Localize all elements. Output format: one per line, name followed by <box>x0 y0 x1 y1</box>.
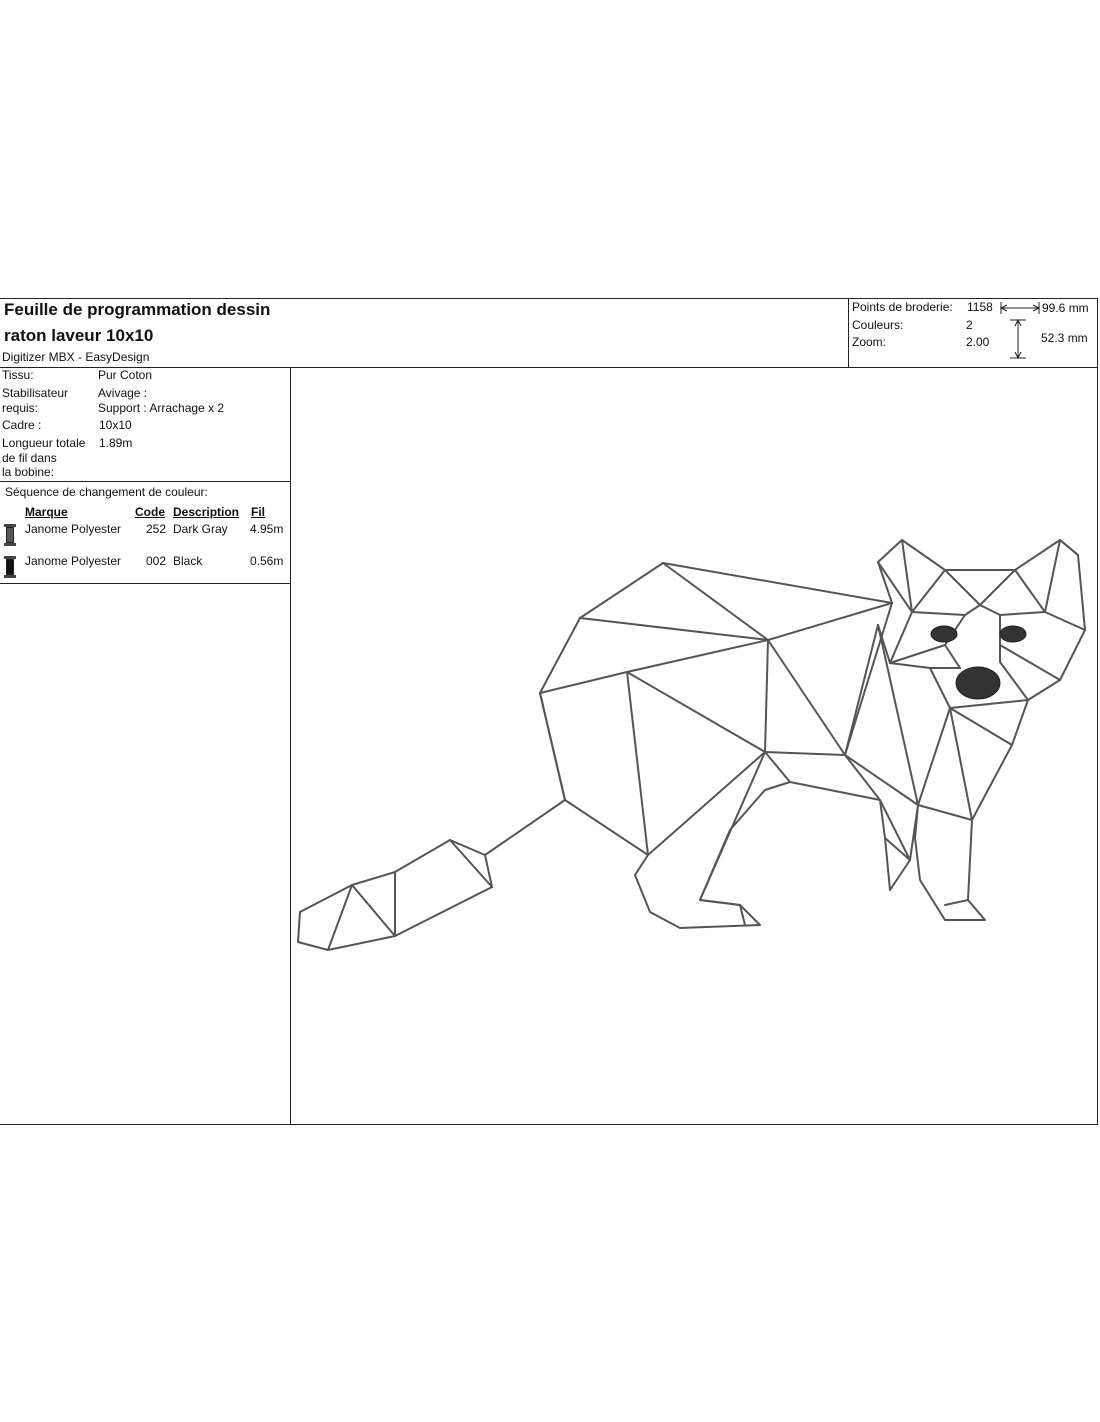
sequence-heading: Séquence de changement de couleur: <box>5 485 208 499</box>
title-line-2: raton laveur 10x10 <box>4 326 154 345</box>
thread-spool-icon <box>4 556 16 578</box>
tissu-label: Tissu: <box>2 368 34 382</box>
column-header-marque: Marque <box>25 505 68 519</box>
width-arrow-icon <box>998 300 1042 316</box>
cadre-value: 10x10 <box>99 418 132 432</box>
thread-spool-icon <box>4 524 16 546</box>
width-value: 99.6 mm <box>1042 301 1089 315</box>
longueur-label-3: la bobine: <box>2 465 55 479</box>
height-arrow-icon <box>1008 318 1028 360</box>
longueur-label-1: Longueur totale <box>2 436 86 450</box>
tissu-value: Pur Coton <box>98 368 153 382</box>
points-value: 1158 <box>967 300 993 314</box>
longueur-label-2: de fil dans <box>2 451 57 465</box>
column-header-description: Description <box>173 505 240 519</box>
right-border <box>1097 298 1098 1124</box>
avivage-value: Avivage : <box>98 386 148 400</box>
colors-label: Couleurs: <box>852 318 904 332</box>
thread-code: 002 <box>146 554 167 568</box>
raccoon-design-icon <box>291 368 1097 1124</box>
thread-brand: Janome Polyester <box>25 554 122 568</box>
thread-description: Black <box>173 554 203 568</box>
software-label: Digitizer MBX - EasyDesign <box>2 350 150 364</box>
longueur-value: 1.89m <box>99 436 133 450</box>
thread-length: 4.95m <box>250 522 284 536</box>
stabilisateur-label: Stabilisateur <box>2 386 69 400</box>
stats-left-border <box>848 298 849 367</box>
thread-length: 0.56m <box>250 554 284 568</box>
thread-description: Dark Gray <box>173 522 228 536</box>
sequence-bottom-border <box>0 583 290 584</box>
zoom-value: 2.00 <box>966 335 990 349</box>
height-value: 52.3 mm <box>1041 331 1088 345</box>
title-line-1: Feuille de programmation dessin <box>4 300 271 319</box>
zoom-label: Zoom: <box>852 335 887 349</box>
colors-value: 2 <box>966 318 973 332</box>
column-header-code: Code <box>135 505 165 519</box>
support-value: Support : Arrachage x 2 <box>98 401 225 415</box>
requis-label: requis: <box>2 401 39 415</box>
cadre-label: Cadre : <box>2 418 42 432</box>
bottom-border <box>0 1124 1098 1125</box>
thread-brand: Janome Polyester <box>25 522 122 536</box>
points-label: Points de broderie: <box>852 300 953 314</box>
column-header-fil: Fil <box>251 505 265 519</box>
thread-code: 252 <box>146 522 167 536</box>
info-bottom-border <box>0 481 290 482</box>
top-border <box>0 298 1098 299</box>
